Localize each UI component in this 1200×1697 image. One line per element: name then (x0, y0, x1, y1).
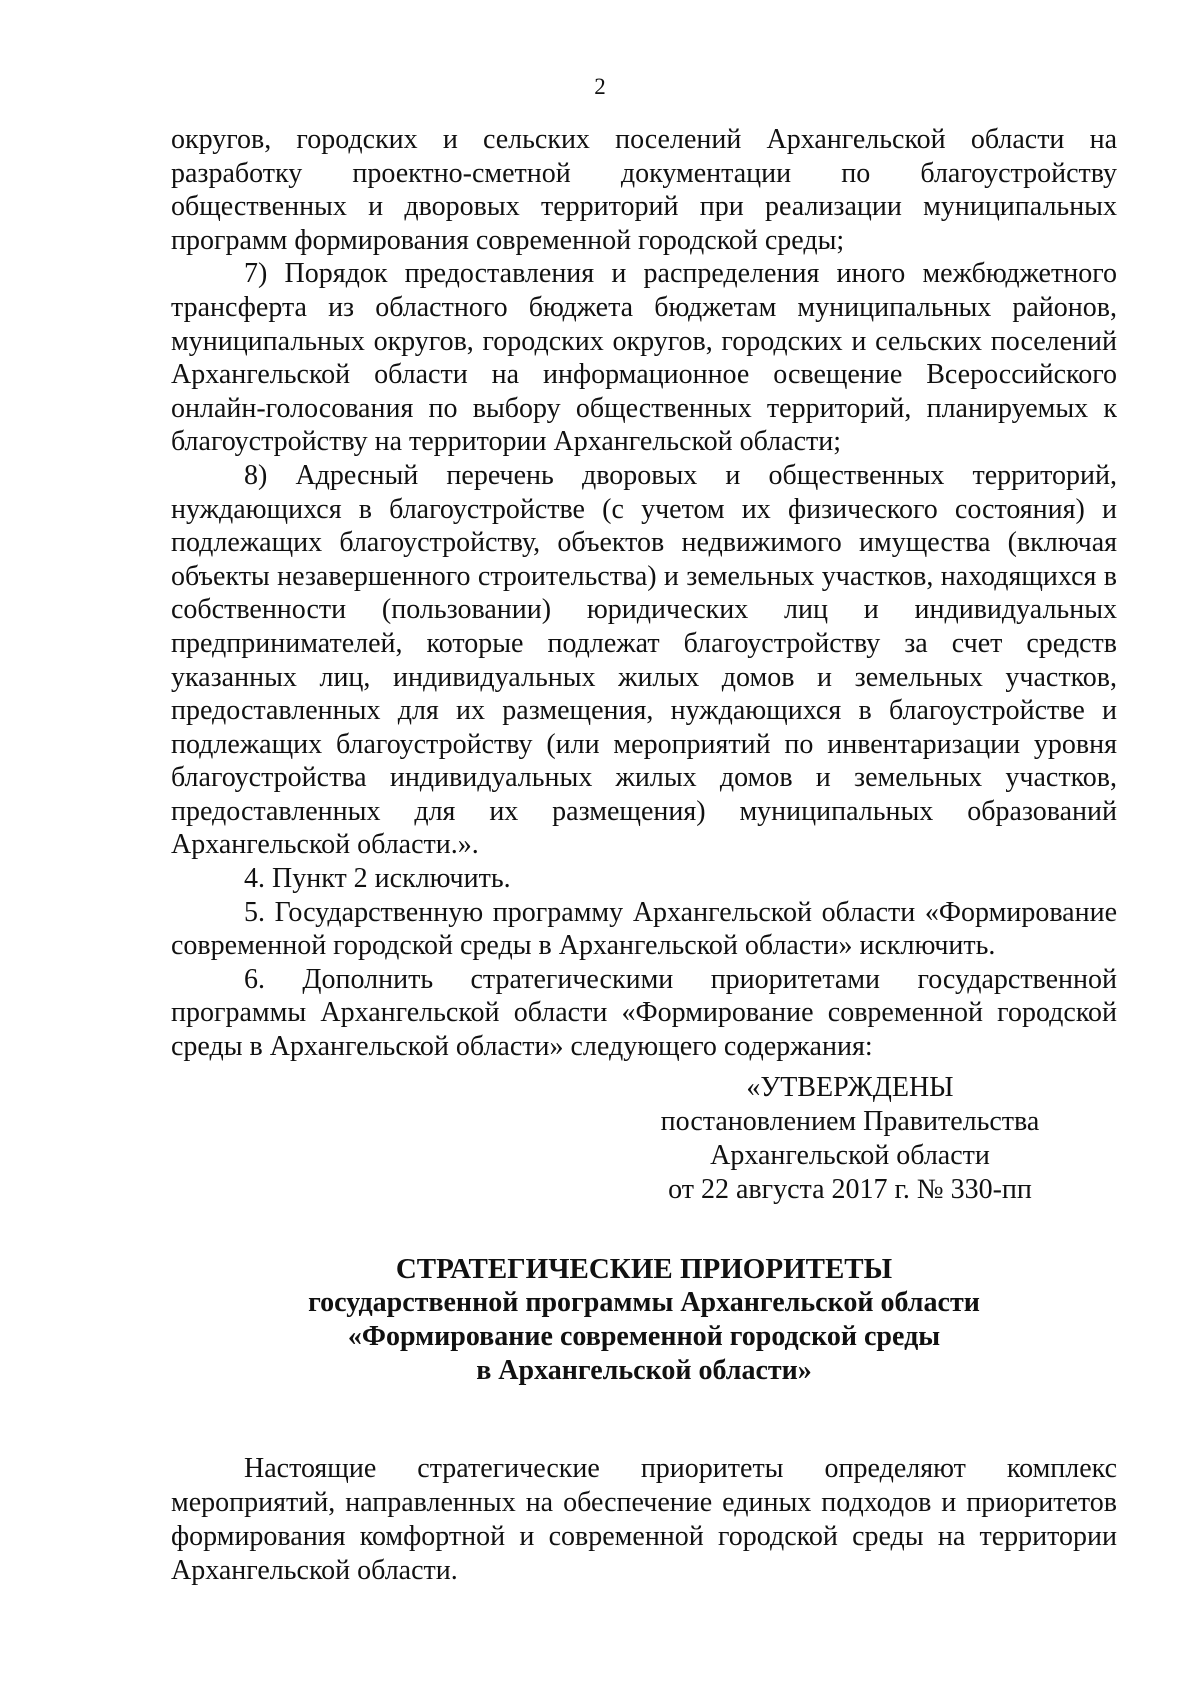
heading-subtitle-line-3: в Архангельской области» (476, 1355, 812, 1386)
section-heading (171, 1252, 1117, 1388)
heading-subtitle-line-2: «Формирование современной городской среды (347, 1321, 941, 1352)
heading-subtitle-line-1: государственной программы Архангельской области (308, 1287, 980, 1318)
intro-paragraph: Настоящие стратегические приоритеты определяют комплекс мероприятий, направленных на обеспечение единых подходов и приоритетов формирования комфортной и современной городской среды на территории Архангельской области. (171, 1453, 1117, 1586)
body-text (171, 123, 1117, 1064)
approval-line-approved: «УТВЕРЖДЕНЫ (746, 1072, 954, 1103)
paragraph-point-5: 5. Государственную программу Архангельской области «Формирование современной городской среды в Архангельской области» исключить. (171, 896, 1117, 962)
paragraph-item-7: 7) Порядок предоставления и распределения иного межбюджетного трансферта из областного бюджета бюджетам муниципальных районов, муниципальных округов, городских округов, городских и сельских поселений Архангельской области на информационное освещение Всероссийского онлайн-голосования по выбору общественных территорий, планируемых к благоустройству на территории Архангельской области; (171, 258, 1117, 458)
page-number: 2 (594, 74, 606, 99)
paragraph-item-8: 8) Адресный перечень дворовых и общественных территорий, нуждающихся в благоустройстве (с учетом их физического состояния) и подлежащих благоустройству, объектов недвижимого имущества (включая объекты незавершенного строительства) и земельных участков, находящихся в собственности (пользовании) юридических лиц и индивидуальных предпринимателей, которые подлежат благоустройству за счет средств указанных лиц, индивидуальных жилых домов и земельных участков, предоставленных для их размещения, нуждающихся в благоустройстве и подлежащих благоустройству (или мероприятий по инвентаризации уровня благоустройства индивидуальных жилых домов и земельных участков, предоставленных для их размещения) муниципальных образований Архангельской области.». (171, 459, 1117, 861)
approval-line-resolution: постановлением Правительства (660, 1106, 1040, 1137)
approval-line-date: от 22 августа 2017 г. № 330-пп (668, 1174, 1032, 1205)
heading-title: СТРАТЕГИЧЕСКИЕ ПРИОРИТЕТЫ (395, 1253, 893, 1285)
intro-section (171, 1452, 1117, 1588)
approval-block (600, 1071, 1100, 1207)
paragraph-continuation: округов, городских и сельских поселений Архангельской области на разработку проектно-сметной документации по благоустройству общественных и дворовых территорий при реализации муниципальных программ формирования современной городской среды; (171, 124, 1117, 256)
approval-line-region: Архангельской области (710, 1140, 990, 1171)
paragraph-point-4: 4. Пункт 2 исключить. (244, 863, 511, 895)
paragraph-point-6: 6. Дополнить стратегическими приоритетами государственной программы Архангельской области «Формирование современной городской среды в Архангельской области» следующего содержания: (171, 963, 1117, 1063)
